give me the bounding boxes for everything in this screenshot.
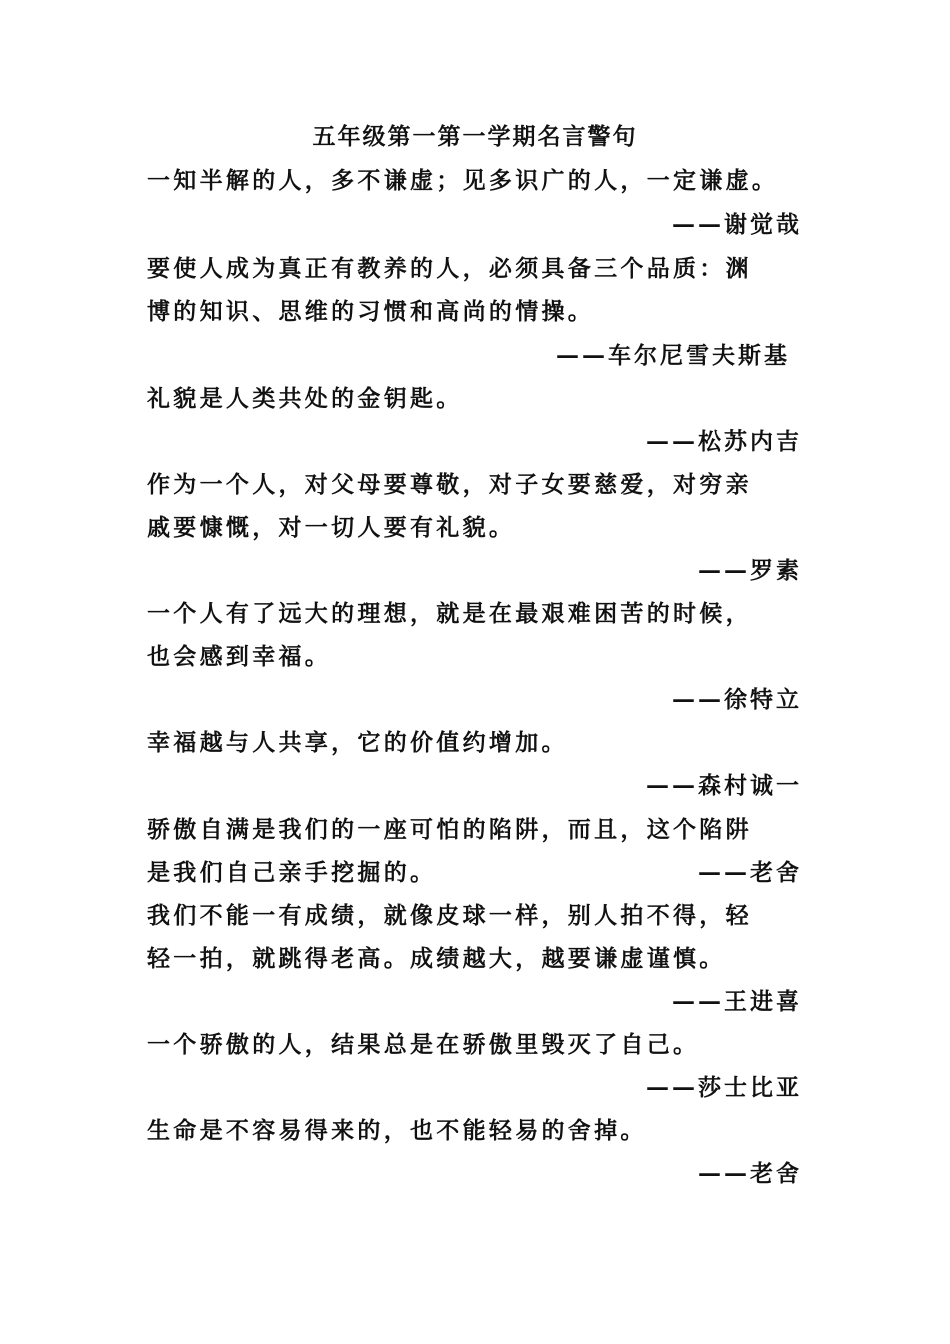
quote-line: 是我们自己亲手挖掘的。	[147, 859, 437, 886]
quote-author: ——车尔尼雪夫斯基	[556, 342, 790, 369]
quote-author: ——谢觉哉	[672, 211, 802, 238]
quote-line: 轻一拍，就跳得老高。成绩越大，越要谦虚谨慎。	[147, 945, 726, 972]
page-title: 五年级第一第一学期名言警句	[312, 123, 638, 150]
quote-author: ——罗素	[698, 557, 802, 584]
quote-author: ——松苏内吉	[646, 428, 802, 455]
quote-author: ——徐特立	[672, 686, 802, 713]
quote-line: 博的知识、思维的习惯和高尚的情操。	[147, 298, 595, 325]
quote-line: 作为一个人，对父母要尊敬，对子女要慈爱，对穷亲	[147, 471, 752, 498]
quote-line: 要使人成为真正有教养的人，必须具备三个品质：渊	[147, 255, 752, 282]
quote-line: 骄傲自满是我们的一座可怕的陷阱，而且，这个陷阱	[147, 816, 752, 843]
quote-line: 我们不能一有成绩，就像皮球一样，别人拍不得，轻	[147, 902, 752, 929]
quote-line: 生命是不容易得来的，也不能轻易的舍掉。	[147, 1117, 647, 1144]
quote-author: ——莎士比亚	[646, 1074, 802, 1101]
quote-author: ——王进喜	[672, 988, 802, 1015]
quote-line: 一个人有了远大的理想，就是在最艰难困苦的时候，	[147, 600, 752, 627]
quote-line: 一知半解的人，多不谦虚；见多识广的人，一定谦虚。	[147, 167, 779, 194]
quote-line: 一个骄傲的人，结果总是在骄傲里毁灭了自己。	[147, 1031, 700, 1058]
quote-author: ——老舍	[698, 859, 802, 886]
quote-author: ——森村诚一	[646, 772, 802, 799]
quote-author: ——老舍	[698, 1160, 802, 1187]
quote-line: 幸福越与人共享，它的价值约增加。	[147, 729, 568, 756]
quote-line: 戚要慷慨，对一切人要有礼貌。	[147, 514, 516, 541]
quote-line: 礼貌是人类共处的金钥匙。	[147, 385, 463, 412]
quote-line: 也会感到幸福。	[147, 643, 332, 670]
